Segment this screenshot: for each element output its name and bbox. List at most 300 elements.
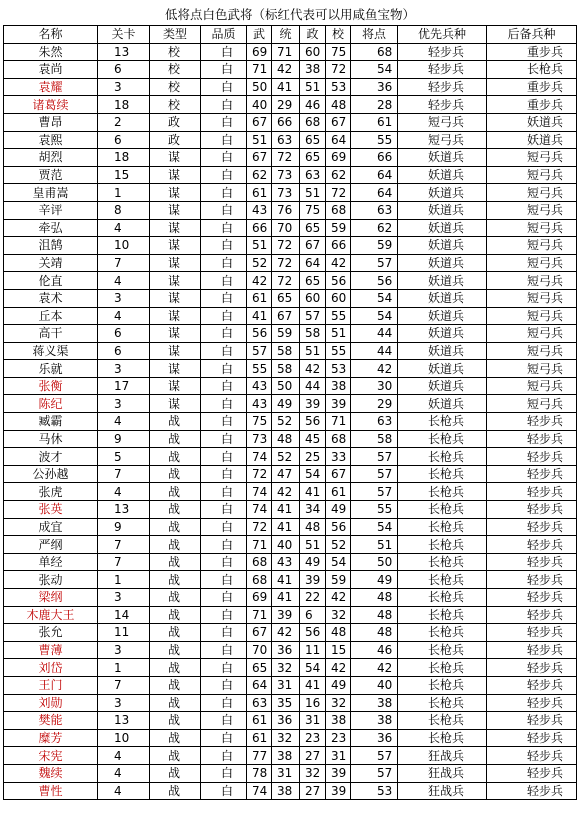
cell-points: 68 <box>351 43 398 61</box>
cell-stage: 7 <box>98 465 150 483</box>
cell-wu: 72 <box>247 518 272 536</box>
cell-zheng: 34 <box>300 501 326 519</box>
cell-backup-troop: 短弓兵 <box>487 166 577 184</box>
cell-tong: 31 <box>272 764 300 782</box>
cell-tong: 59 <box>272 325 300 343</box>
cell-primary-troop: 妖道兵 <box>398 395 487 413</box>
cell-wu: 43 <box>247 395 272 413</box>
cell-stage: 13 <box>98 501 150 519</box>
cell-backup-troop: 轻步兵 <box>487 782 577 800</box>
table-row <box>4 254 577 272</box>
cell-xiao: 59 <box>326 219 351 237</box>
cell-type: 谋 <box>150 184 201 202</box>
cell-stage: 4 <box>98 747 150 765</box>
cell-stage: 7 <box>98 676 150 694</box>
table-row <box>4 553 577 571</box>
cell-backup-troop: 轻步兵 <box>487 501 577 519</box>
cell-tong: 70 <box>272 219 300 237</box>
cell-type: 谋 <box>150 395 201 413</box>
cell-quality: 白 <box>201 641 247 659</box>
cell-zheng: 51 <box>300 536 326 554</box>
cell-xiao: 59 <box>326 571 351 589</box>
table-row <box>4 113 577 131</box>
cell-type: 校 <box>150 43 201 61</box>
cell-zheng: 60 <box>300 43 326 61</box>
cell-tong: 63 <box>272 131 300 149</box>
cell-tong: 38 <box>272 747 300 765</box>
cell-tong: 42 <box>272 61 300 79</box>
cell-stage: 3 <box>98 360 150 378</box>
cell-zheng: 49 <box>300 553 326 571</box>
cell-primary-troop: 妖道兵 <box>398 201 487 219</box>
cell-zheng: 25 <box>300 448 326 466</box>
cell-xiao: 55 <box>326 307 351 325</box>
cell-primary-troop: 长枪兵 <box>398 606 487 624</box>
cell-backup-troop: 轻步兵 <box>487 413 577 431</box>
cell-xiao: 52 <box>326 536 351 554</box>
cell-quality: 白 <box>201 571 247 589</box>
cell-name: 宋宪 <box>4 747 98 765</box>
cell-xiao: 56 <box>326 272 351 290</box>
cell-name: 张允 <box>4 624 98 642</box>
cell-name: 刘岱 <box>4 659 98 677</box>
cell-primary-troop: 狂战兵 <box>398 747 487 765</box>
cell-quality: 白 <box>201 254 247 272</box>
table-row <box>4 501 577 519</box>
cell-quality: 白 <box>201 395 247 413</box>
cell-backup-troop: 轻步兵 <box>487 729 577 747</box>
cell-zheng: 46 <box>300 96 326 114</box>
cell-wu: 67 <box>247 113 272 131</box>
cell-tong: 42 <box>272 483 300 501</box>
cell-stage: 4 <box>98 764 150 782</box>
general-table-container <box>3 4 576 800</box>
cell-quality: 白 <box>201 606 247 624</box>
cell-backup-troop: 轻步兵 <box>487 448 577 466</box>
cell-backup-troop: 轻步兵 <box>487 659 577 677</box>
cell-primary-troop: 长枪兵 <box>398 448 487 466</box>
cell-quality: 白 <box>201 272 247 290</box>
cell-primary-troop: 妖道兵 <box>398 254 487 272</box>
cell-zheng: 22 <box>300 589 326 607</box>
cell-stage: 6 <box>98 131 150 149</box>
cell-primary-troop: 轻步兵 <box>398 61 487 79</box>
cell-wu: 52 <box>247 254 272 272</box>
cell-xiao: 38 <box>326 377 351 395</box>
cell-xiao: 23 <box>326 729 351 747</box>
cell-points: 29 <box>351 395 398 413</box>
column-header: 关卡 <box>98 26 150 44</box>
cell-backup-troop: 短弓兵 <box>487 184 577 202</box>
cell-primary-troop: 长枪兵 <box>398 694 487 712</box>
cell-points: 36 <box>351 729 398 747</box>
cell-points: 59 <box>351 237 398 255</box>
cell-points: 49 <box>351 571 398 589</box>
cell-points: 66 <box>351 149 398 167</box>
cell-xiao: 60 <box>326 289 351 307</box>
cell-points: 42 <box>351 360 398 378</box>
cell-quality: 白 <box>201 219 247 237</box>
cell-name: 波才 <box>4 448 98 466</box>
cell-stage: 4 <box>98 782 150 800</box>
cell-backup-troop: 轻步兵 <box>487 536 577 554</box>
cell-points: 64 <box>351 184 398 202</box>
column-header: 统 <box>272 26 300 44</box>
cell-points: 51 <box>351 536 398 554</box>
cell-points: 48 <box>351 606 398 624</box>
cell-quality: 白 <box>201 624 247 642</box>
cell-tong: 67 <box>272 307 300 325</box>
cell-primary-troop: 狂战兵 <box>398 782 487 800</box>
cell-wu: 61 <box>247 712 272 730</box>
cell-zheng: 39 <box>300 395 326 413</box>
cell-stage: 13 <box>98 43 150 61</box>
cell-stage: 6 <box>98 325 150 343</box>
cell-xiao: 53 <box>326 78 351 96</box>
cell-points: 48 <box>351 624 398 642</box>
cell-zheng: 63 <box>300 166 326 184</box>
cell-tong: 31 <box>272 676 300 694</box>
table-row <box>4 641 577 659</box>
cell-tong: 66 <box>272 113 300 131</box>
cell-backup-troop: 短弓兵 <box>487 272 577 290</box>
cell-xiao: 39 <box>326 764 351 782</box>
table-row <box>4 342 577 360</box>
cell-name: 丘本 <box>4 307 98 325</box>
cell-stage: 10 <box>98 237 150 255</box>
cell-zheng: 51 <box>300 342 326 360</box>
table-row <box>4 589 577 607</box>
cell-zheng: 64 <box>300 254 326 272</box>
cell-xiao: 42 <box>326 254 351 272</box>
cell-stage: 10 <box>98 729 150 747</box>
column-header: 品质 <box>201 26 247 44</box>
cell-wu: 77 <box>247 747 272 765</box>
table-row <box>4 237 577 255</box>
cell-wu: 75 <box>247 413 272 431</box>
cell-name: 张虎 <box>4 483 98 501</box>
cell-quality: 白 <box>201 360 247 378</box>
cell-points: 28 <box>351 96 398 114</box>
cell-stage: 14 <box>98 606 150 624</box>
cell-quality: 白 <box>201 729 247 747</box>
cell-zheng: 31 <box>300 712 326 730</box>
cell-primary-troop: 轻步兵 <box>398 96 487 114</box>
table-row <box>4 483 577 501</box>
cell-tong: 65 <box>272 289 300 307</box>
cell-zheng: 67 <box>300 237 326 255</box>
cell-name: 刘勋 <box>4 694 98 712</box>
cell-backup-troop: 重步兵 <box>487 96 577 114</box>
cell-backup-troop: 轻步兵 <box>487 553 577 571</box>
cell-xiao: 33 <box>326 448 351 466</box>
cell-wu: 74 <box>247 782 272 800</box>
cell-type: 校 <box>150 78 201 96</box>
table-row <box>4 413 577 431</box>
cell-points: 38 <box>351 712 398 730</box>
cell-backup-troop: 轻步兵 <box>487 483 577 501</box>
cell-quality: 白 <box>201 237 247 255</box>
cell-primary-troop: 妖道兵 <box>398 149 487 167</box>
table-row <box>4 96 577 114</box>
cell-xiao: 55 <box>326 342 351 360</box>
cell-stage: 1 <box>98 659 150 677</box>
table-row <box>4 43 577 61</box>
cell-quality: 白 <box>201 747 247 765</box>
general-table <box>3 4 577 800</box>
cell-xiao: 69 <box>326 149 351 167</box>
cell-wu: 74 <box>247 448 272 466</box>
cell-stage: 6 <box>98 342 150 360</box>
cell-primary-troop: 轻步兵 <box>398 78 487 96</box>
cell-primary-troop: 妖道兵 <box>398 219 487 237</box>
cell-type: 谋 <box>150 360 201 378</box>
cell-quality: 白 <box>201 201 247 219</box>
cell-tong: 35 <box>272 694 300 712</box>
cell-tong: 47 <box>272 465 300 483</box>
cell-primary-troop: 长枪兵 <box>398 501 487 519</box>
cell-zheng: 39 <box>300 571 326 589</box>
cell-primary-troop: 长枪兵 <box>398 659 487 677</box>
cell-primary-troop: 长枪兵 <box>398 641 487 659</box>
cell-wu: 43 <box>247 377 272 395</box>
cell-type: 政 <box>150 113 201 131</box>
cell-xiao: 56 <box>326 518 351 536</box>
cell-quality: 白 <box>201 113 247 131</box>
cell-zheng: 75 <box>300 201 326 219</box>
cell-type: 谋 <box>150 201 201 219</box>
cell-name: 樊能 <box>4 712 98 730</box>
cell-backup-troop: 轻步兵 <box>487 712 577 730</box>
cell-quality: 白 <box>201 782 247 800</box>
cell-quality: 白 <box>201 676 247 694</box>
cell-tong: 41 <box>272 589 300 607</box>
cell-backup-troop: 短弓兵 <box>487 289 577 307</box>
cell-stage: 3 <box>98 694 150 712</box>
table-row <box>4 694 577 712</box>
cell-stage: 7 <box>98 536 150 554</box>
cell-tong: 40 <box>272 536 300 554</box>
cell-type: 战 <box>150 483 201 501</box>
cell-tong: 41 <box>272 571 300 589</box>
cell-primary-troop: 妖道兵 <box>398 184 487 202</box>
table-row <box>4 782 577 800</box>
cell-xiao: 66 <box>326 237 351 255</box>
cell-name: 魏续 <box>4 764 98 782</box>
cell-zheng: 16 <box>300 694 326 712</box>
cell-stage: 11 <box>98 624 150 642</box>
cell-zheng: 45 <box>300 430 326 448</box>
cell-wu: 61 <box>247 729 272 747</box>
table-row <box>4 606 577 624</box>
cell-points: 54 <box>351 61 398 79</box>
cell-wu: 73 <box>247 430 272 448</box>
table-row <box>4 395 577 413</box>
cell-wu: 41 <box>247 307 272 325</box>
cell-primary-troop: 妖道兵 <box>398 289 487 307</box>
cell-quality: 白 <box>201 377 247 395</box>
cell-tong: 32 <box>272 729 300 747</box>
cell-points: 57 <box>351 465 398 483</box>
table-row <box>4 219 577 237</box>
table-row <box>4 360 577 378</box>
cell-wu: 71 <box>247 536 272 554</box>
cell-quality: 白 <box>201 659 247 677</box>
cell-tong: 36 <box>272 712 300 730</box>
cell-zheng: 65 <box>300 131 326 149</box>
cell-type: 谋 <box>150 219 201 237</box>
cell-tong: 71 <box>272 43 300 61</box>
cell-points: 48 <box>351 589 398 607</box>
cell-zheng: 54 <box>300 659 326 677</box>
cell-backup-troop: 短弓兵 <box>487 307 577 325</box>
cell-primary-troop: 妖道兵 <box>398 237 487 255</box>
cell-type: 战 <box>150 641 201 659</box>
column-header: 校 <box>326 26 351 44</box>
cell-backup-troop: 轻步兵 <box>487 624 577 642</box>
column-header: 政 <box>300 26 326 44</box>
cell-wu: 51 <box>247 237 272 255</box>
cell-stage: 18 <box>98 96 150 114</box>
table-row <box>4 149 577 167</box>
cell-stage: 3 <box>98 78 150 96</box>
cell-name: 袁尚 <box>4 61 98 79</box>
cell-xiao: 15 <box>326 641 351 659</box>
table-row <box>4 448 577 466</box>
cell-zheng: 65 <box>300 219 326 237</box>
cell-quality: 白 <box>201 483 247 501</box>
cell-quality: 白 <box>201 149 247 167</box>
cell-name: 陈纪 <box>4 395 98 413</box>
cell-primary-troop: 长枪兵 <box>398 676 487 694</box>
cell-points: 55 <box>351 131 398 149</box>
table-row <box>4 747 577 765</box>
cell-name: 梁纲 <box>4 589 98 607</box>
cell-xiao: 32 <box>326 606 351 624</box>
column-header: 类型 <box>150 26 201 44</box>
column-header: 优先兵种 <box>398 26 487 44</box>
cell-quality: 白 <box>201 307 247 325</box>
cell-xiao: 62 <box>326 166 351 184</box>
cell-xiao: 71 <box>326 413 351 431</box>
cell-zheng: 57 <box>300 307 326 325</box>
cell-name: 皇甫嵩 <box>4 184 98 202</box>
cell-type: 战 <box>150 694 201 712</box>
cell-type: 战 <box>150 764 201 782</box>
cell-points: 53 <box>351 782 398 800</box>
cell-points: 36 <box>351 78 398 96</box>
cell-xiao: 61 <box>326 483 351 501</box>
table-row <box>4 659 577 677</box>
cell-primary-troop: 长枪兵 <box>398 483 487 501</box>
cell-wu: 51 <box>247 131 272 149</box>
cell-backup-troop: 轻步兵 <box>487 694 577 712</box>
cell-xiao: 67 <box>326 465 351 483</box>
cell-tong: 41 <box>272 501 300 519</box>
cell-primary-troop: 长枪兵 <box>398 712 487 730</box>
cell-zheng: 41 <box>300 483 326 501</box>
cell-zheng: 32 <box>300 764 326 782</box>
cell-primary-troop: 长枪兵 <box>398 571 487 589</box>
cell-type: 谋 <box>150 149 201 167</box>
cell-wu: 57 <box>247 342 272 360</box>
cell-wu: 61 <box>247 184 272 202</box>
cell-type: 战 <box>150 747 201 765</box>
cell-wu: 71 <box>247 606 272 624</box>
cell-type: 战 <box>150 606 201 624</box>
cell-name: 高干 <box>4 325 98 343</box>
cell-stage: 8 <box>98 201 150 219</box>
cell-points: 61 <box>351 113 398 131</box>
cell-name: 糜芳 <box>4 729 98 747</box>
cell-wu: 69 <box>247 589 272 607</box>
cell-primary-troop: 长枪兵 <box>398 518 487 536</box>
cell-points: 56 <box>351 272 398 290</box>
cell-stage: 3 <box>98 289 150 307</box>
cell-wu: 66 <box>247 219 272 237</box>
cell-xiao: 31 <box>326 747 351 765</box>
table-row <box>4 61 577 79</box>
cell-primary-troop: 轻步兵 <box>398 43 487 61</box>
cell-zheng: 51 <box>300 78 326 96</box>
cell-tong: 48 <box>272 430 300 448</box>
cell-points: 44 <box>351 325 398 343</box>
cell-zheng: 60 <box>300 289 326 307</box>
cell-name: 张动 <box>4 571 98 589</box>
cell-points: 57 <box>351 254 398 272</box>
cell-backup-troop: 短弓兵 <box>487 360 577 378</box>
cell-name: 公孙越 <box>4 465 98 483</box>
cell-backup-troop: 轻步兵 <box>487 589 577 607</box>
cell-type: 谋 <box>150 307 201 325</box>
cell-wu: 72 <box>247 465 272 483</box>
cell-xiao: 38 <box>326 712 351 730</box>
cell-name: 曹性 <box>4 782 98 800</box>
cell-name: 马休 <box>4 430 98 448</box>
cell-xiao: 32 <box>326 694 351 712</box>
cell-name: 曹薄 <box>4 641 98 659</box>
cell-points: 42 <box>351 659 398 677</box>
cell-quality: 白 <box>201 536 247 554</box>
cell-xiao: 51 <box>326 325 351 343</box>
cell-points: 63 <box>351 201 398 219</box>
cell-backup-troop: 轻步兵 <box>487 676 577 694</box>
column-header: 武 <box>247 26 272 44</box>
cell-xiao: 42 <box>326 659 351 677</box>
table-row <box>4 131 577 149</box>
cell-points: 50 <box>351 553 398 571</box>
cell-zheng: 6 <box>300 606 326 624</box>
cell-quality: 白 <box>201 553 247 571</box>
cell-name: 臧霸 <box>4 413 98 431</box>
table-row <box>4 571 577 589</box>
cell-type: 谋 <box>150 325 201 343</box>
cell-quality: 白 <box>201 289 247 307</box>
cell-primary-troop: 妖道兵 <box>398 342 487 360</box>
cell-zheng: 11 <box>300 641 326 659</box>
cell-quality: 白 <box>201 166 247 184</box>
cell-backup-troop: 轻步兵 <box>487 606 577 624</box>
cell-quality: 白 <box>201 131 247 149</box>
cell-primary-troop: 妖道兵 <box>398 377 487 395</box>
cell-type: 战 <box>150 712 201 730</box>
cell-points: 30 <box>351 377 398 395</box>
cell-name: 袁耀 <box>4 78 98 96</box>
cell-type: 战 <box>150 676 201 694</box>
cell-wu: 78 <box>247 764 272 782</box>
cell-type: 校 <box>150 61 201 79</box>
cell-wu: 62 <box>247 166 272 184</box>
